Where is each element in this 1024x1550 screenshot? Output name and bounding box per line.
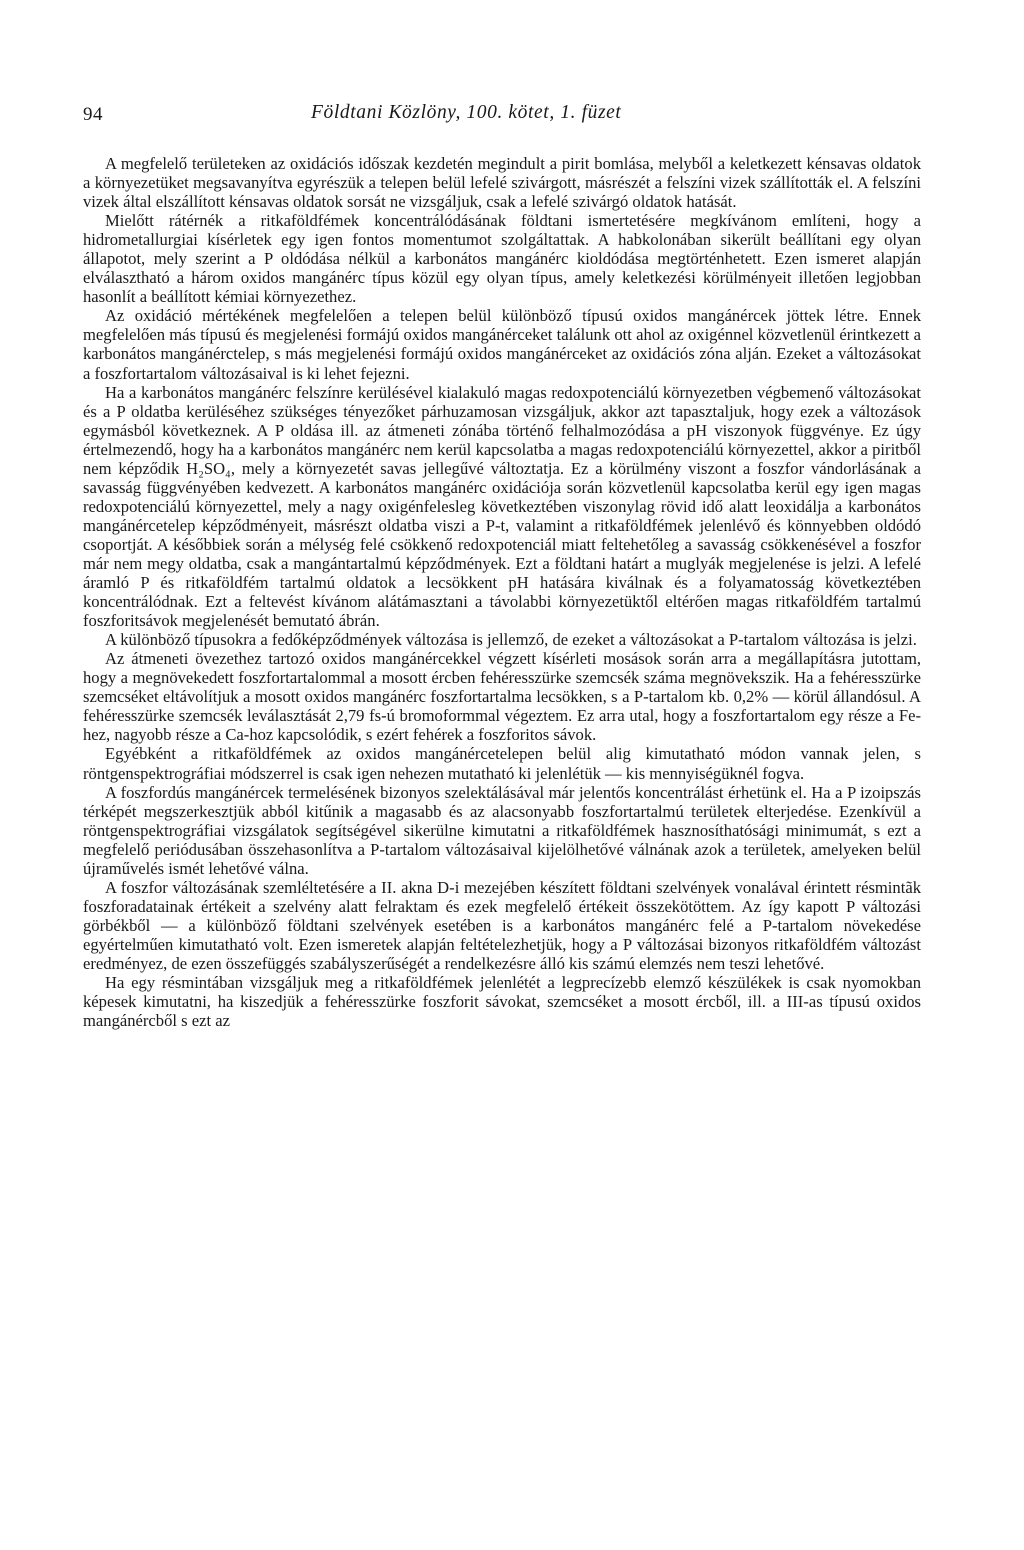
paragraph: A foszfordús mangánércek termelésének bizonyos szelektálásával már jelentős koncentrálást érhetünk el. Ha a P izoipszás térképét megszerkesztjük abból kitűnik a magasabb és az alacsonyabb foszfortartalmú területek elterjedése. Ezenkívül a röntgenspektrográfiai vizsgálatok segítségével sikerülne kimutatni a ritkaföldfémek hasznosíthatósági minimumát, s ezt a megfelelő periódusában összehasonlítva a P-tartalom változásaival kijelölhetővé válnának azok a területek, amelyeken belül újraművelés ismét lehetővé válna. <box>83 782 921 878</box>
paragraph: Mielőtt rátérnék a ritkaföldfémek koncentrálódásának földtani ismertetésére megkívánom említeni, hogy a hidrometallurgiai kísérletek egy igen fontos momentumot szolgáltattak. A habkolonában sikerült beállítani egy olyan állapotot, mely szerint a P oldódása nélkül a karbonátos mangánérc kioldódása megtörténhetett. Ezen ismeret alapján elválasztható a három oxidos mangánérc típus közül egy olyan típus, amely keletkezési körülményeit illetően legjobban hasonlít a beállított kémiai környezethez. <box>83 211 921 307</box>
journal-title: Földtani Közlöny, 100. kötet, 1. füzet <box>311 102 622 123</box>
paragraph: Az átmeneti övezethez tartozó oxidos mangánércekkel végzett kísérleti mosások során arra a megállapításra jutottam, hogy a megnövekedett foszfortartalommal a mosott ércben fehéresszürke szemcsék száma megnövekszik. Ha a fehéresszürke szemcséket eltávolítjuk a mosott oxidos mangánérc foszfortartalma lecsökken, s a P-tartalom kb. 0,2% — körül állandósul. A fehéresszürke szemcsék leválasztását 2,79 fs-ú bromoformmal végeztem. Ez arra utal, hogy a foszfortartalom egy része a Fe-hez, nagyobb része a Ca-hoz kapcsolódik, s ezért fehérek a foszforitos sávok. <box>83 649 921 745</box>
paragraph: Ha egy résmintában vizsgáljuk meg a ritkaföldfémek jelenlétét a legprecízebb elemző készülékek is csak nyomokban képesek kimutatni, ha kiszedjük a fehéresszürke foszforit sávokat, szemcséket a mosott ércből, ill. a III-as típusú oxidos mangánércből s ezt az <box>83 973 921 1031</box>
paragraph: A megfelelő területeken az oxidációs időszak kezdetén megindult a pirit bomlása, melyből a keletkezett kénsavas oldatok a környezetüket megsavanyítva egyrészük a telepen belül lefelé szivárgott, másrészét a felszíni vizek szállították el. A felszíni vizek által elszállított kénsavas oldatok sorsát ne vizsgáljuk, csak a lefelé szivárgó oldatok hatását. <box>83 154 921 212</box>
paragraph: Egyébként a ritkaföldfémek az oxidos mangánércetelepen belül alig kimutatható módon vannak jelen, s röntgenspektrográfiai módszerrel is csak igen nehezen mutatható ki jelenlétük — kis mennyiségüknél fogva. <box>83 744 921 783</box>
paragraph: Ha a karbonátos mangánérc felszínre kerülésével kialakuló magas redoxpotenciálú környezetben végbemenő változásokat és a P oldatba kerüléséhez szükséges tényezőket párhuzamosan vizsgáljuk, akkor azt tapasztaljuk, hogy ezek a változások egymásból következnek. A P oldása ill. az átmeneti zónába történő felhalmozódása a pH viszonyok függvénye. Ez úgy értelmezendő, hogy ha a karbonátos mangánérc nem kerül kapcsolatba a magas redoxpotenciálú környezettel, akkor a piritből nem képződik H₂SO₄, mely a környezetét savas jellegűvé változtatja. Ez a körülmény viszont a foszfor vándorlásának a savasság függvényében kedvezett. A karbonátos mangánérc oxidációja során közvetlenül kapcsolatba kerül egy igen magas redoxpotenciálú környezettel, mely a nagy oxigénfelesleg következtében viszonylag rövid idő alatt leoxidálja a karbonátos mangánércetelep képződményeit, másrészt oldatba viszi a P-t, valamint a ritkaföldfémek jelenlévő és könnyebben oldódó csoportját. A későbbiek során a mélység felé csökkenő redoxpotenciál miatt feltehetőleg a savasság csökkenésével a foszfor már nem megy oldatba, csak a mangántartalmú képződmények. Ezt a földtani határt a muglyák megjelenése is jelzi. A lefelé áramló P és ritkaföldfém tartalmú oldatok a lecsökkent pH hatására kiválnak és a folyamatosság következtében koncentrálódnak. Ezt a feltevést kívánom alátámasztani a távolabbi környezetüktől eltérően magas ritkaföldfém tartalmú foszforitsávok megjelenését bemutató ábrán. <box>83 382 921 631</box>
paragraph: A foszfor változásának szemléltetésére a II. akna D-i mezejében készített földtani szelvények vonalával érintett résmintãk foszforadatainak értékeit a szelvény alatt felraktam és ezek megfelelő értékeit összekötöttem. Az így kapott P változási görbékből — a különböző földtani szelvények esetében is a karbonátos mangánérc felé a P-tartalom növekedése egyértelműen kimutatható volt. Ezen ismeretek alapján feltételezhetjük, hogy a P változásai bizonyos ritkaföldfém változást eredményez, de ezen összefüggés szabályszerűségét a rendelkezésre álló kis számú elemzés nem teszi lehetővé. <box>83 877 921 973</box>
paragraph: Az oxidáció mértékének megfelelően a telepen belül különböző típusú oxidos mangánércek jöttek létre. Ennek megfelelően más típusú és megjelenési formájú oxidos mangánérceket találunk ott ahol az oxigénnel közvetlenül érintkezett a karbonátos mangánérctelep, s más megjelenési formájú oxidos mangánérceket az oxidációs zóna alján. Ezeket a változásokat a foszfortartalom változásaival is ki lehet fejezni. <box>83 306 921 383</box>
document-page <box>83 100 921 1030</box>
page-number: 94 <box>83 104 103 125</box>
running-head <box>83 100 921 130</box>
paragraph: A különböző típusokra a fedőképződmények változása is jellemző, de ezeket a változásokat a P-tartalom változása is jelzi. <box>105 630 917 650</box>
body-text <box>83 154 921 1030</box>
